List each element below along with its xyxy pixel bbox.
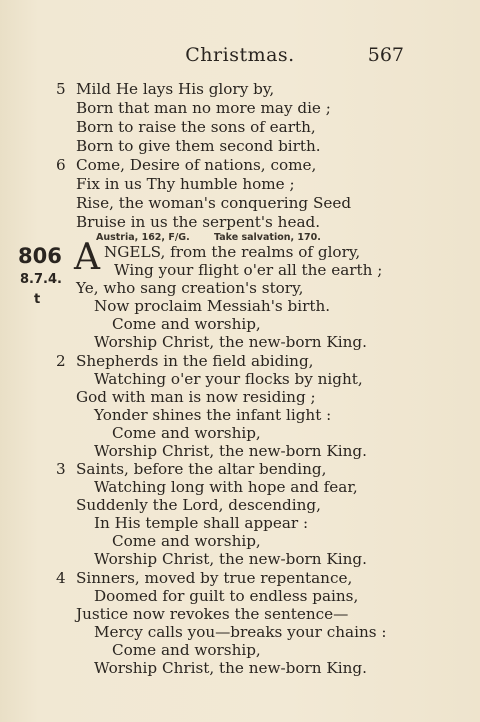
verse-line: Shepherds in the field abiding, [76, 352, 314, 370]
verse-line: Mercy calls you—breaks your chains : [94, 623, 387, 641]
verse-line: Come and worship, [112, 532, 261, 550]
verse-line: Watching long with hope and fear, [94, 478, 358, 496]
verse-line: Born that man no more may die ; [76, 99, 331, 117]
tune-reference: Austria, 162, F/G. [96, 232, 190, 243]
verse-line: Come, Desire of nations, come, [76, 156, 317, 174]
verse-line: Watching o'er your flocks by night, [94, 370, 363, 388]
verse-line: Now proclaim Messiah's birth. [94, 297, 331, 315]
verse-line: Rise, the woman's conquering Seed [76, 194, 352, 212]
verse-line: Justice now revokes the sentence— [76, 605, 349, 623]
page-number: 567 [367, 44, 404, 66]
hymn-meter: 8.7.4. [20, 272, 62, 287]
verse-line: Born to give them second birth. [76, 137, 321, 155]
tune-reference: Take salvation, 170. [214, 232, 321, 243]
verse-line: Worship Christ, the new-born King. [94, 659, 367, 677]
verse-line: Ye, who sang creation's story, [76, 279, 304, 297]
verse-line: Bruise in us the serpent's head. [76, 213, 321, 231]
verse-number: 2 [56, 352, 66, 370]
verse-number: 6 [56, 156, 66, 174]
verse-line: Fix in us Thy humble home ; [76, 175, 295, 193]
verse-line: Come and worship, [112, 315, 261, 333]
hymn-number: 806 [18, 244, 62, 268]
verse-line: Sinners, moved by true repentance, [76, 569, 353, 587]
verse-line: In His temple shall appear : [94, 514, 309, 532]
verse-line: Worship Christ, the new-born King. [94, 442, 367, 460]
verse-line: Worship Christ, the new-born King. [94, 333, 367, 351]
verse-line: Wing your flight o'er all the earth ; [114, 261, 383, 279]
verse-number: 5 [56, 80, 66, 98]
verse-line: Born to raise the sons of earth, [76, 118, 316, 136]
verse-line: Worship Christ, the new-born King. [94, 550, 367, 568]
verse-line: Saints, before the altar bending, [76, 460, 327, 478]
verse-line: Yonder shines the infant light : [94, 406, 332, 424]
verse-line: NGELS, from the realms of glory, [104, 243, 361, 261]
verse-line: Come and worship, [112, 424, 261, 442]
verse-line: Doomed for guilt to endless pains, [94, 587, 359, 605]
page-title: Christmas. [185, 44, 295, 66]
verse-number: 4 [56, 569, 66, 587]
verse-line: Mild He lays His glory by, [76, 80, 275, 98]
verse-line: Suddenly the Lord, descending, [76, 496, 321, 514]
drop-cap: A [74, 237, 100, 278]
verse-number: 3 [56, 460, 66, 478]
verse-line: Come and worship, [112, 641, 261, 659]
tune-mark: t [34, 292, 41, 307]
verse-line: God with man is now residing ; [76, 388, 316, 406]
